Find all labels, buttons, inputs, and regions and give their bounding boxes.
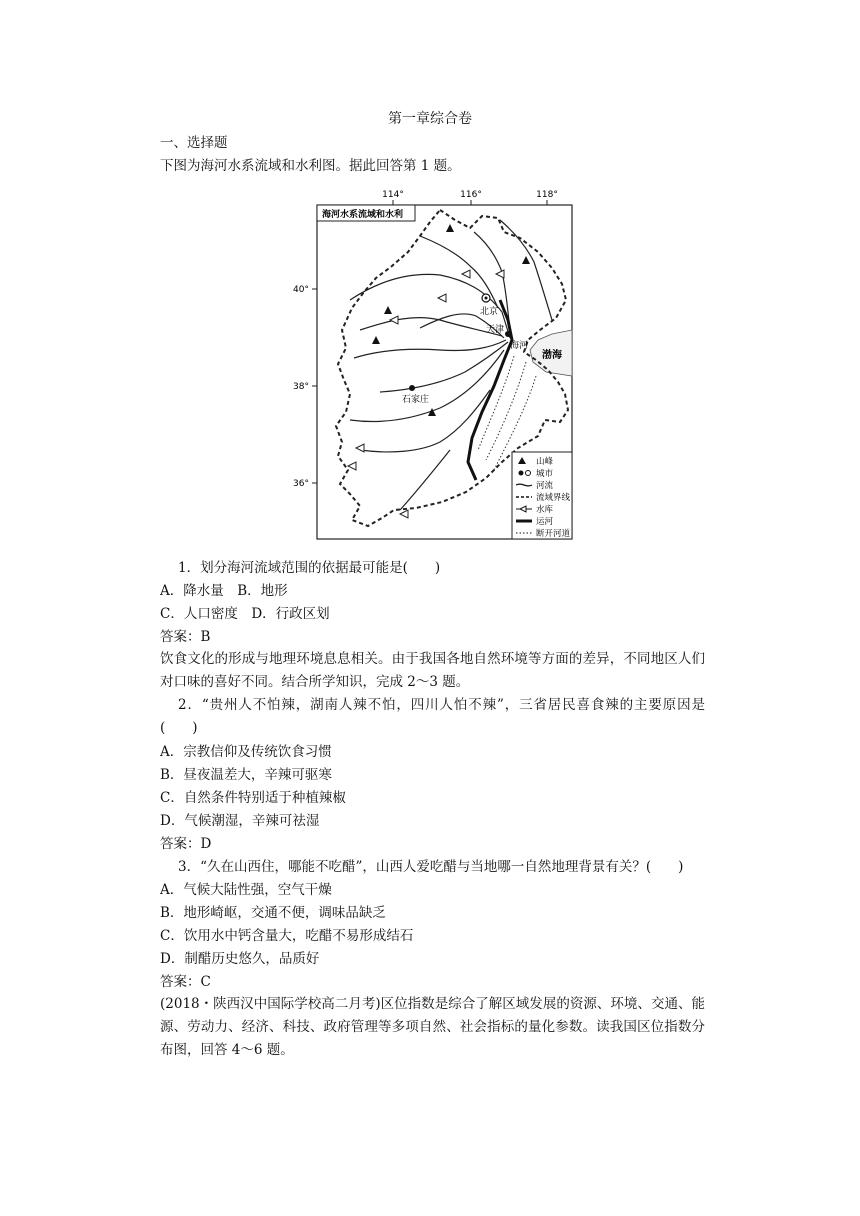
page-title: 第一章综合卷 xyxy=(388,111,472,127)
q1-options-cd: C．人口密度 D．行政区划 xyxy=(160,606,330,622)
lon-label: 114° xyxy=(382,190,404,200)
place-shijiazhuang: 石家庄 xyxy=(402,395,430,405)
q2-stem: 2．“贵州人不怕辣，湖南人辣不怕，四川人怕不辣”，三省居民喜食辣的主要原因是( ) xyxy=(160,697,705,736)
q2-option-d: D．气候潮湿，辛辣可祛湿 xyxy=(160,813,320,829)
legend-label: 山峰 xyxy=(536,457,554,467)
legend-label: 运河 xyxy=(536,517,554,527)
lon-label: 118° xyxy=(536,190,558,200)
legend-label: 断开河道 xyxy=(536,529,571,539)
place-bohai: 渤海 xyxy=(542,350,562,361)
legend-label: 水库 xyxy=(536,505,554,515)
q3-option-b: B．地形崎岖，交通不便，调味品缺乏 xyxy=(160,905,386,921)
section-heading: 一、选择题 xyxy=(160,135,228,151)
legend-label: 流域界线 xyxy=(536,493,571,503)
q2-answer: 答案：D xyxy=(160,836,212,852)
lat-label: 36° xyxy=(293,479,309,489)
q3-answer: 答案：C xyxy=(160,974,211,990)
intro-text-3: (2018・陕西汉中国际学校高二月考)区位指数是综合了解区域发展的资源、环境、交通、能源、劳动力、经济、科技、政府管理等多项自然、社会指标的量化参数。读我国区位指数分布图，回答 4～6 题。 xyxy=(160,996,705,1058)
q1-options-ab: A．降水量 B．地形 xyxy=(160,583,288,599)
haihe-basin-map xyxy=(290,180,580,542)
legend-label: 城市 xyxy=(536,469,554,479)
q1-answer: 答案：B xyxy=(160,629,211,645)
place-tianjin: 天津 xyxy=(486,325,505,335)
place-beijing: 北京 xyxy=(480,307,499,317)
intro-text-1: 下图为海河水系流域和水利图。据此回答第 1 题。 xyxy=(160,158,461,174)
q2-option-a: A．宗教信仰及传统饮食习惯 xyxy=(160,744,332,760)
lat-label: 38° xyxy=(293,382,309,392)
intro-text-2: 饮食文化的形成与地理环境息息相关。由于我国各地自然环境等方面的差异，不同地区人们对口味的喜好不同。结合所学知识，完成 2～3 题。 xyxy=(160,651,705,690)
lat-label: 40° xyxy=(293,285,309,295)
q2-option-c: C．自然条件特别适于种植辣椒 xyxy=(160,790,346,806)
q1-stem: 1．划分海河流域范围的依据最可能是( ) xyxy=(178,560,441,576)
q3-option-a: A．气候大陆性强，空气干燥 xyxy=(160,882,332,898)
q2-option-b: B．昼夜温差大，辛辣可驱寒 xyxy=(160,767,332,783)
q3-option-d: D．制醋历史悠久，品质好 xyxy=(160,951,320,967)
map-box-title: 海河水系流域和水利 xyxy=(322,210,404,220)
place-haihe: 海河 xyxy=(510,341,529,351)
legend-label: 河流 xyxy=(536,481,554,491)
lon-label: 116° xyxy=(460,190,482,200)
q3-option-c: C．饮用水中钙含量大，吃醋不易形成结石 xyxy=(160,928,414,944)
q3-stem: 3．“久在山西住，哪能不吃醋”，山西人爱吃醋与当地哪一自然地理背景有关？( ) xyxy=(178,859,684,875)
